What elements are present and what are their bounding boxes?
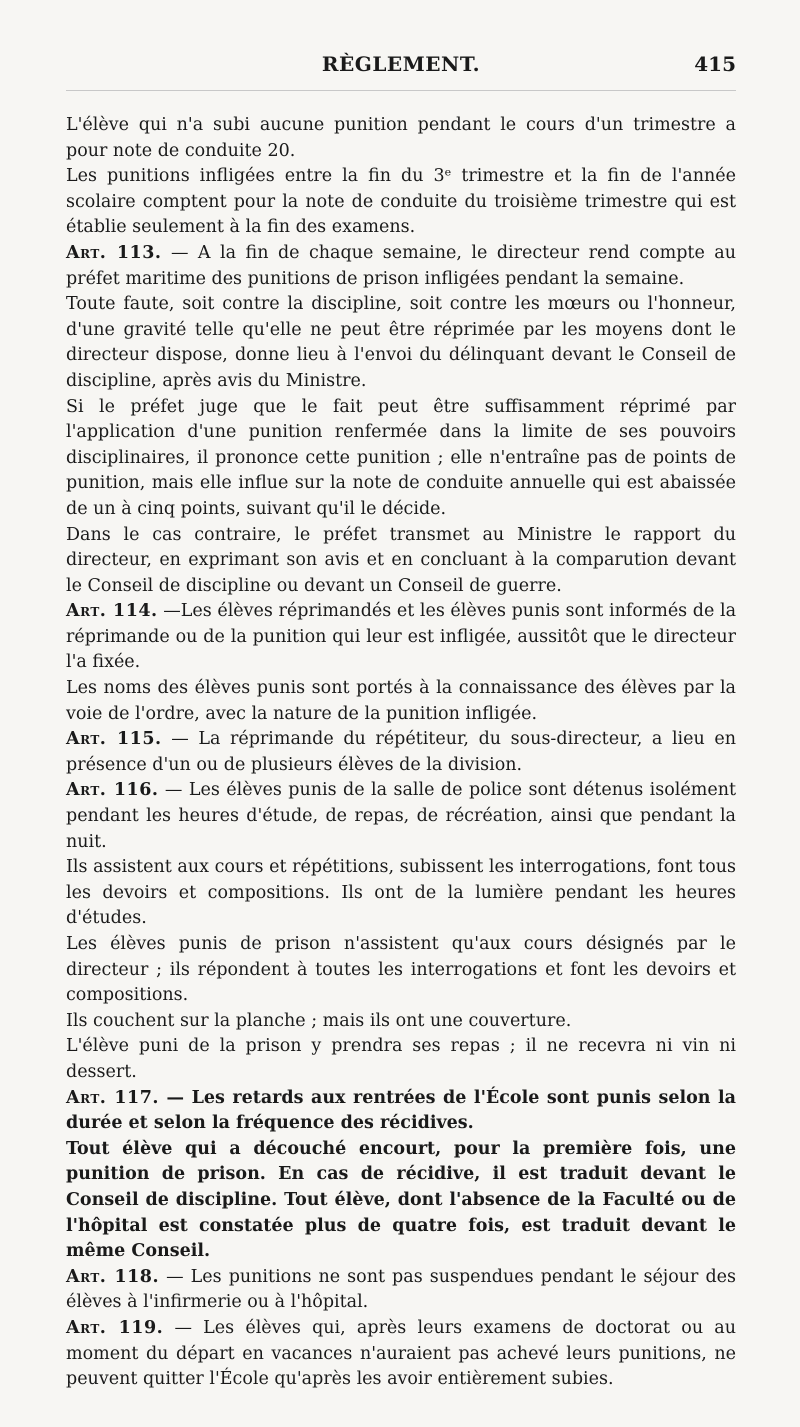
paragraph: [66, 1034, 736, 1085]
paragraph: [66, 164, 736, 241]
article-label: Art. 114.: [66, 601, 158, 622]
page-number: 415: [694, 52, 736, 76]
article-label: Art. 113.: [66, 242, 162, 263]
paragraph-text: L'élève puni de la prison y prendra ses repas ; il ne recevra ni vin ni dessert.: [66, 1036, 736, 1082]
paragraph-text: — La réprimande du répétiteur, du sous-directeur, a lieu en présence d'un ou de plusieurs élèves de la division.: [66, 729, 737, 775]
paragraph-text: Si le préfet juge que le fait peut être suffisamment réprimé par l'application d'une punition renfermée dans la limite de ses pouvoirs disciplinaires, il prononce cette punition ; elle n'entraîne pas de points de punition, mais elle influe sur la note de conduite annuelle qui est abaissée de un à cinq points, suivant qu'il le décide.: [66, 396, 736, 519]
paragraph: [66, 1009, 736, 1035]
paragraph-text: Tout élève qui a découché encourt, pour la première fois, une punition de prison. En cas de récidive, il est traduit devant le Conseil de discipline. Tout élève, dont l'absence de la Faculté ou de l'hôpital est constatée plus de quatre fois, est traduit devant le même Conseil.: [66, 1138, 736, 1262]
paragraph-text: Les élèves punis de prison n'assistent qu'aux cours désignés par le directeur ; ils répondent à toutes les interrogations et font les devoirs et compositions.: [66, 934, 736, 1006]
paragraph: [66, 113, 736, 164]
paragraph: [66, 599, 736, 676]
paragraph-text: —Les élèves réprimandés et les élèves punis sont informés de la réprimande ou de la punition qui leur est infligée, aussitôt que le directeur l'a fixée.: [66, 601, 736, 673]
paragraph-text: — Les retards aux rentrées de l'École sont punis selon la durée et selon la fréquence des récidives.: [66, 1087, 737, 1134]
paragraph: [66, 855, 736, 932]
paragraph-text: Les noms des élèves punis sont portés à la connaissance des élèves par la voie de l'ordre, avec la nature de la punition infligée.: [66, 678, 736, 724]
running-title: RÈGLEMENT.: [321, 52, 481, 76]
article-label: Art. 119.: [66, 1317, 164, 1338]
paragraph: [66, 292, 736, 394]
paragraph: [66, 676, 736, 727]
paragraph-text: — A la fin de chaque semaine, le directeur rend compte au préfet maritime des punitions de prison infligées pendant la semaine.: [66, 242, 736, 289]
paragraph: [66, 932, 736, 1009]
running-header: [66, 50, 736, 91]
paragraph: [66, 523, 736, 600]
article-label: Art. 117.: [66, 1087, 160, 1108]
paragraph: [66, 1316, 736, 1393]
paragraph: [66, 727, 736, 778]
paragraph-text: — Les élèves qui, après leurs examens de doctorat ou au moment du départ en vacances n'auraient pas achevé leurs punitions, ne peuvent quitter l'École qu'après les avoir entièrement subies.: [66, 1317, 737, 1390]
paragraph: [66, 1086, 736, 1137]
paragraph-text: Toute faute, soit contre la discipline, soit contre les mœurs ou l'honneur, d'une gravité telle qu'elle ne peut être réprimée par les moyens dont le directeur dispose, donne lieu à l'envoi du délinquant devant le Conseil de discipline, après avis du Ministre.: [66, 294, 736, 391]
paragraph-text: — Les élèves punis de la salle de police sont détenus isolément pendant les heures d'étude, de repas, de récréation, ainsi que pendant la nuit.: [66, 780, 736, 852]
paragraph-text: — Les punitions ne sont pas suspendues pendant le séjour des élèves à l'infirmerie ou à l'hôpital.: [66, 1266, 737, 1313]
paragraph-text: L'élève qui n'a subi aucune punition pendant le cours d'un trimestre a pour note de conduite 20.: [66, 115, 736, 161]
paragraph-text: Les punitions infligées entre la fin du 3ᵉ trimestre et la fin de l'année scolaire comptent pour la note de conduite du troisième trimestre qui est établie seulement à la fin des examens.: [66, 166, 736, 238]
article-label: Art. 115.: [66, 729, 162, 750]
body-text: [66, 113, 736, 1393]
paragraph: [66, 778, 736, 855]
paragraph: [66, 395, 736, 523]
paragraph-text: Ils assistent aux cours et répétitions, subissent les interrogations, font tous les devoirs et compositions. Ils ont de la lumière pendant les heures d'études.: [66, 857, 736, 929]
paragraph: [66, 1137, 736, 1265]
paragraph: [66, 241, 736, 292]
paragraph: [66, 1265, 736, 1316]
article-label: Art. 116.: [66, 780, 159, 801]
article-label: Art. 118.: [66, 1266, 160, 1287]
paragraph-text: Ils couchent sur la planche ; mais ils ont une couverture.: [66, 1010, 572, 1031]
paragraph-text: Dans le cas contraire, le préfet transmet au Ministre le rapport du directeur, en exprimant son avis et en concluant à la comparution devant le Conseil de discipline ou devant un Conseil de guerre.: [66, 524, 736, 596]
